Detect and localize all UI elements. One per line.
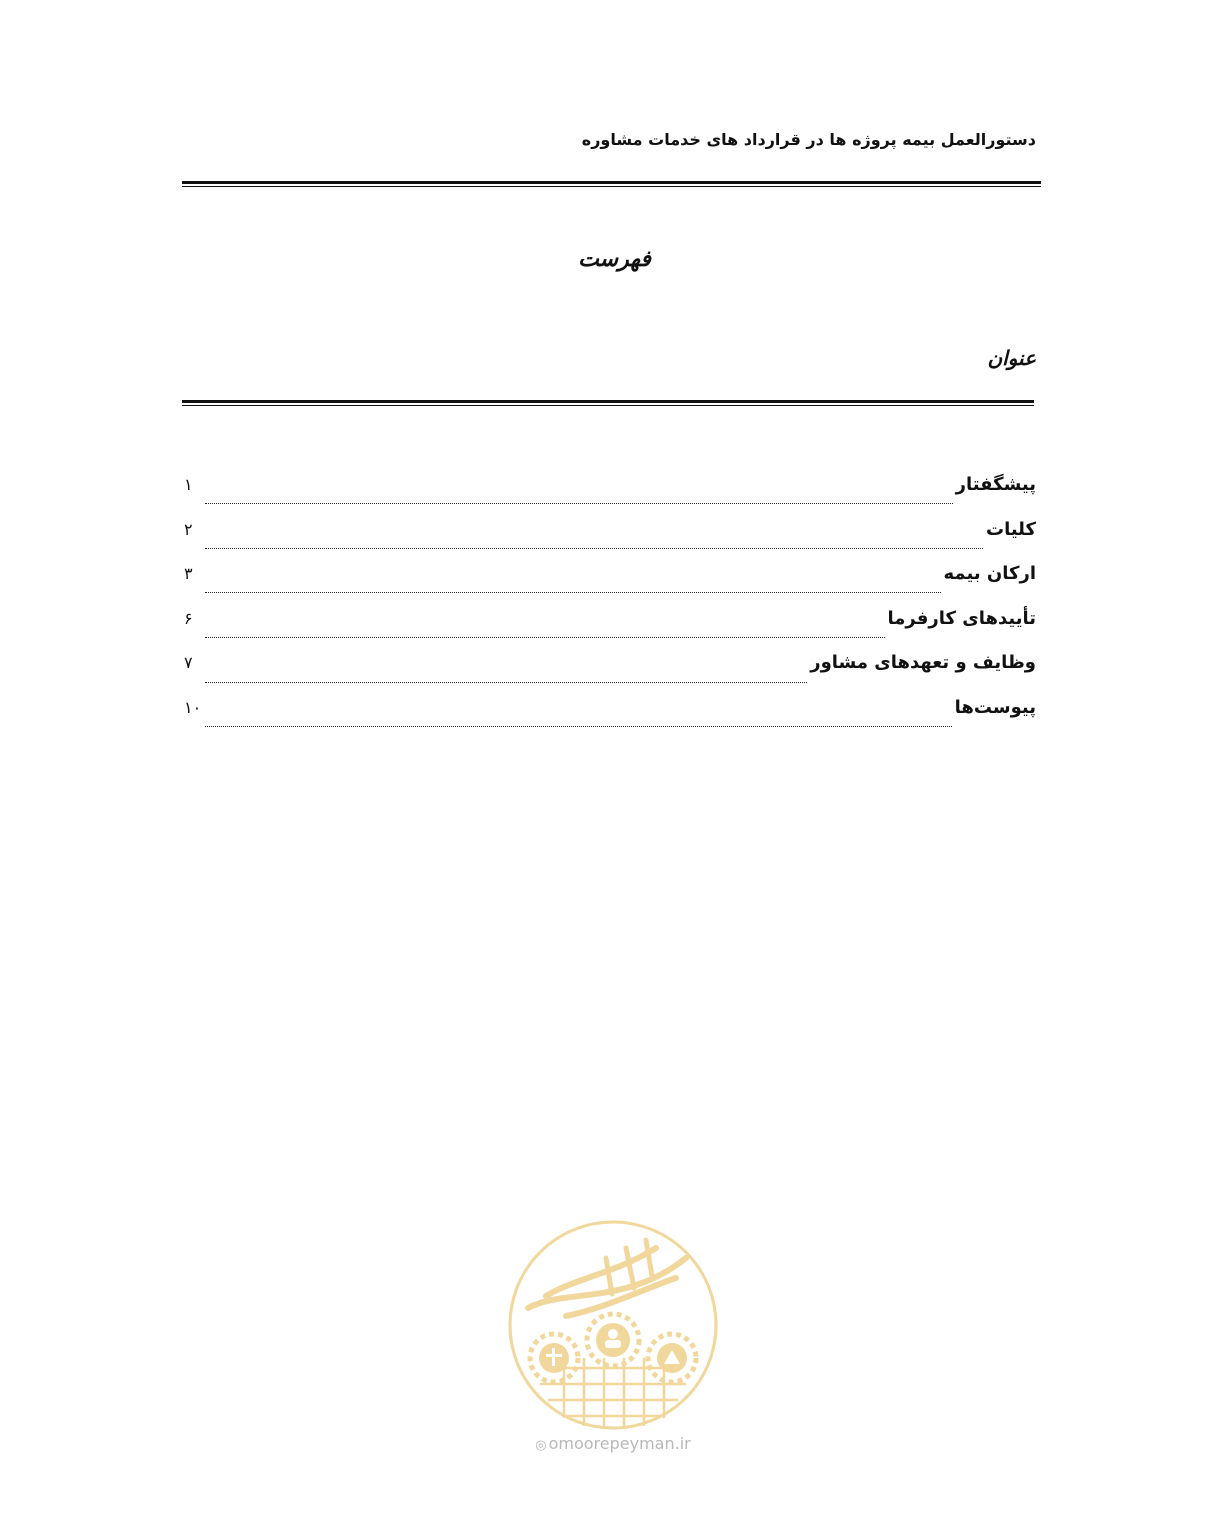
toc-entry-page: ۳	[184, 564, 193, 584]
toc-entry-label: تأییدهای کارفرما	[887, 607, 1036, 629]
dot-leader	[205, 502, 953, 504]
globe-icon: ◎	[535, 1438, 547, 1453]
toc-entry[interactable]	[184, 697, 1036, 742]
watermark-logo-icon	[506, 1218, 720, 1432]
toc-entry[interactable]	[184, 563, 1036, 608]
dot-leader	[205, 591, 941, 593]
dot-leader	[205, 681, 807, 683]
toc-column-heading: عنوان	[987, 346, 1036, 370]
dot-leader	[205, 725, 952, 727]
toc-entry-label: ارکان بیمه	[943, 563, 1036, 585]
document-title: دستورالعمل بیمه پروژه ها در قرارداد های خدمات مشاوره	[581, 130, 1036, 149]
dot-leader	[205, 636, 885, 638]
toc-entry-label: کلیات	[985, 518, 1036, 540]
toc-entry[interactable]	[184, 519, 1036, 564]
toc-entry-label: پیوست‌ها	[954, 696, 1036, 718]
toc-entry-page: ۶	[184, 608, 193, 628]
toc-entry-page: ۱۰	[184, 697, 202, 717]
toc-entry[interactable]	[184, 652, 1036, 697]
toc-list	[184, 474, 1036, 742]
toc-entry-page: ۲	[184, 519, 193, 539]
watermark-caption-text: omoorepeyman.ir	[548, 1434, 691, 1453]
watermark-caption	[518, 1434, 708, 1453]
toc-entry-page: ۱	[184, 475, 193, 494]
toc-entry-label: وظایف و تعهدهای مشاور	[810, 652, 1036, 674]
toc-entry[interactable]	[184, 608, 1036, 653]
toc-entry-label: پیشگفتار	[955, 474, 1036, 495]
toc-entry-page: ۷	[184, 653, 193, 673]
toc-entry[interactable]	[184, 474, 1036, 519]
toc-divider	[182, 400, 1034, 408]
dot-leader	[205, 547, 983, 549]
header-divider	[182, 181, 1041, 189]
toc-heading: فهرست	[578, 246, 651, 272]
